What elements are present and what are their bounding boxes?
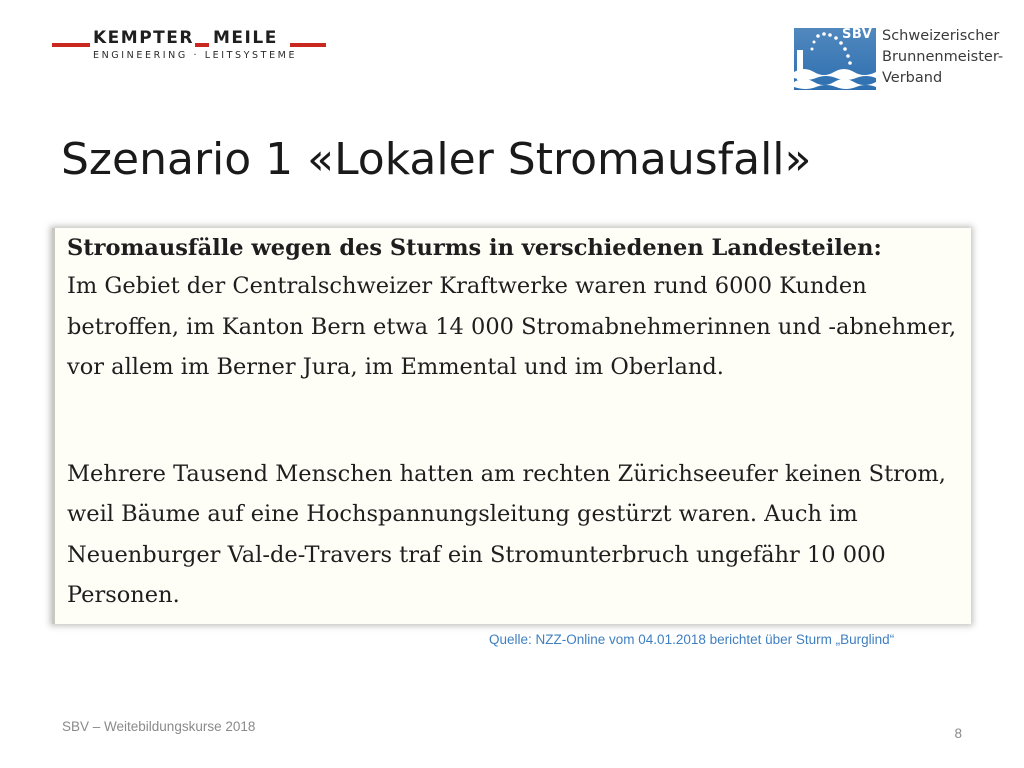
kempter-meile-logo	[52, 28, 332, 68]
sbv-logo	[794, 26, 1004, 92]
logo-word-meile: MEILE	[213, 28, 278, 48]
page-number: 8	[954, 726, 962, 741]
sbv-name-line-1: Schweizerischer	[882, 28, 1000, 44]
logo-tagline: ENGINEERING · LEITSYSTEME	[93, 50, 298, 61]
article-paragraph-2: Mehrere Tausend Menschen hatten am rechten Zürichseeufer keinen Strom, weil Bäume auf eine Hochspannungsleitung gestürzt waren. Auch im Neuenburger Val-de-Travers traf ein Stromunterbruch ungefähr 10 000 Personen.	[67, 460, 946, 608]
logo-accent-line-left	[52, 43, 90, 47]
slide-title: Szenario 1 «Lokaler Stromausfall»	[61, 134, 812, 185]
footer-course-label: SBV – Weitebildungskurse 2018	[62, 719, 256, 734]
sbv-name-line-3: Verband	[882, 70, 943, 86]
sbv-name-line-2: Brunnenmeister-	[882, 49, 1004, 65]
logo-accent-line-right	[290, 43, 326, 47]
logo-word-kempter: KEMPTER	[93, 28, 194, 48]
article-excerpt	[52, 228, 971, 624]
sbv-name	[882, 26, 1003, 89]
source-citation: Quelle: NZZ-Online vom 04.01.2018 berichtet über Sturm „Burglind“	[489, 632, 895, 647]
sbv-abbreviation: SBV	[842, 27, 873, 42]
logo-accent-line-middle	[195, 43, 209, 47]
article-headline: Stromausfälle wegen des Sturms in verschiedenen Landesteilen:	[67, 235, 882, 261]
article-paragraph-1: Im Gebiet der Centralschweizer Kraftwerke waren rund 6000 Kunden betroffen, im Kanton Bern etwa 14 000 Stromabnehmerinnen und -abnehmer, vor allem im Berner Jura, im Emmental und im Oberland.	[67, 273, 957, 380]
